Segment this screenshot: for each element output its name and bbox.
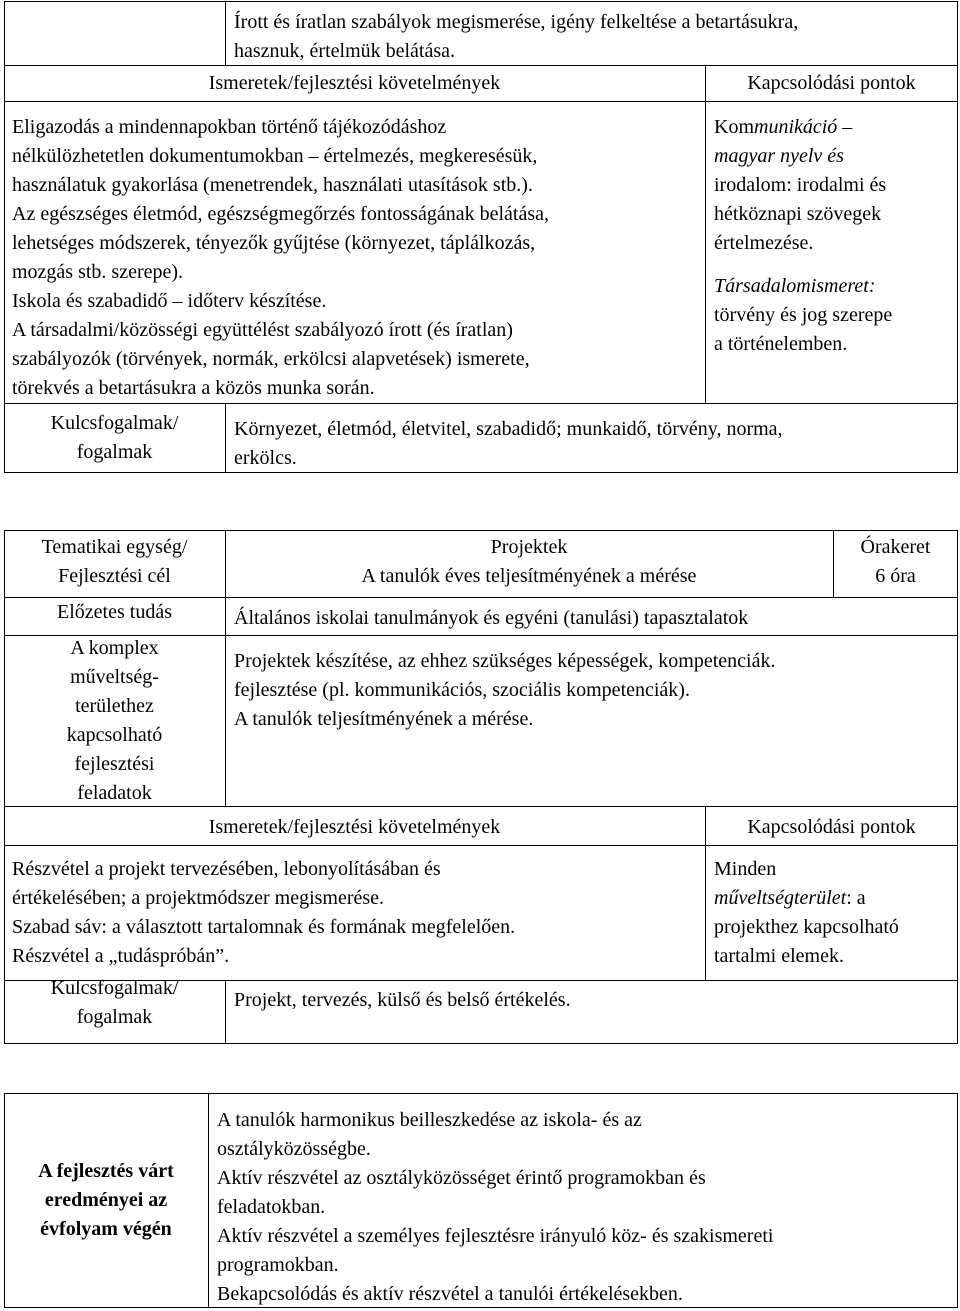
key-concepts-text-2: Projekt, tervezés, külső és belső értékelés. [234,989,571,1011]
connections-text-2: Minden műveltségterület: a projekthez kapcsolható tartalmi elemek. [714,858,899,967]
connections-header: Kapcsolódási pontok [747,72,916,94]
unit-label: Tematikai egység/ Fejlesztési cél [41,536,188,587]
goal-text: Írott és íratlan szabályok megismerése, igény felkeltése a betartásukra, hasznuk, értelmük belátása. [234,11,799,62]
connections-text: Kommunikáció – magyar nyelv és irodalom: irodalmi és hétköznapi szövegek értelmezése. Társadalomismeret: törvény és jog szerepe a történelemben. [714,116,893,355]
hours-label: Órakeret 6 óra [860,536,931,587]
divider [4,101,958,102]
requirements-text: Eligazodás a mindennapokban történő tájékozódáshoz nélkülözhetetlen dokumentumokban – értelmezés, megkeresésük, használatuk gyakorlása (menetrendek, használati utasítások stb.). Az egészséges életmód, egészségmegőrzés fontosságának belátása, lehetséges módszerek, tényezők gyűjtése (környezet, táplálkozás, mozgás stb. szerepe). Iskola és szabadidő – időterv készítése. A társadalmi/közösségi együttélést szabályozó írott (és íratlan) szabályozók (törvények, normák, erkölcsi alapvetések) ismerete, törekvés a betartásukra a közös munka során. [12,116,550,399]
requirements-header: Ismeretek/fejlesztési követelmények [208,72,501,94]
expected-results-label: A fejlesztés várt eredményei az évfolyam végén [38,1160,174,1240]
requirements-text-2: Részvétel a projekt tervezésében, lebonyolításában és értékelésében; a projektmódszer megismerése. Szabad sáv: a választott tartalomnak és formának megfelelően. Részvétel a „tudáspróbán”. [12,858,516,967]
divider [225,980,226,1044]
complex-tasks-text: Projektek készítése, az ehhez szükséges képességek, kompetenciák. fejlesztése (pl. kommunikációs, szociális kompetenciák). A tanulók teljesítményének a mérése. [234,650,776,730]
divider [225,403,226,473]
unit-title: Projektek A tanulók éves teljesítményének a mérése [361,536,697,587]
key-concepts-label: Kulcsfogalmak/ fogalmak [50,412,179,463]
divider [705,65,706,403]
expected-results-text: A tanulók harmonikus beilleszkedése az iskola- és az osztályközösségbe. Aktív részvétel az osztályközösséget érintő programokban és feladatokban. Aktív részvétel a személyes fejlesztésre irányuló köz- és szakismereti programokban. Bekapcsolódás és aktív részvétel a tanulói értékelésekben. [217,1109,774,1305]
divider [4,845,958,846]
divider [225,1,226,65]
complex-tasks-label: A komplex műveltség- területhez kapcsolható fejlesztési feladatok [66,637,163,804]
key-concepts-text: Környezet, életmód, életvitel, szabadidő; munkaidő, törvény, norma, erkölcs. [234,418,783,469]
divider [4,403,958,404]
divider [208,1093,209,1308]
requirements-header-2: Ismeretek/fejlesztési követelmények [208,816,501,838]
prior-knowledge-label: Előzetes tudás [57,601,172,623]
key-concepts-label-2: Kulcsfogalmak/ fogalmak [50,977,179,1028]
connections-header-2: Kapcsolódási pontok [747,816,916,838]
prior-knowledge-text: Általános iskolai tanulmányok és egyéni (tanulási) tapasztalatok [234,607,749,629]
